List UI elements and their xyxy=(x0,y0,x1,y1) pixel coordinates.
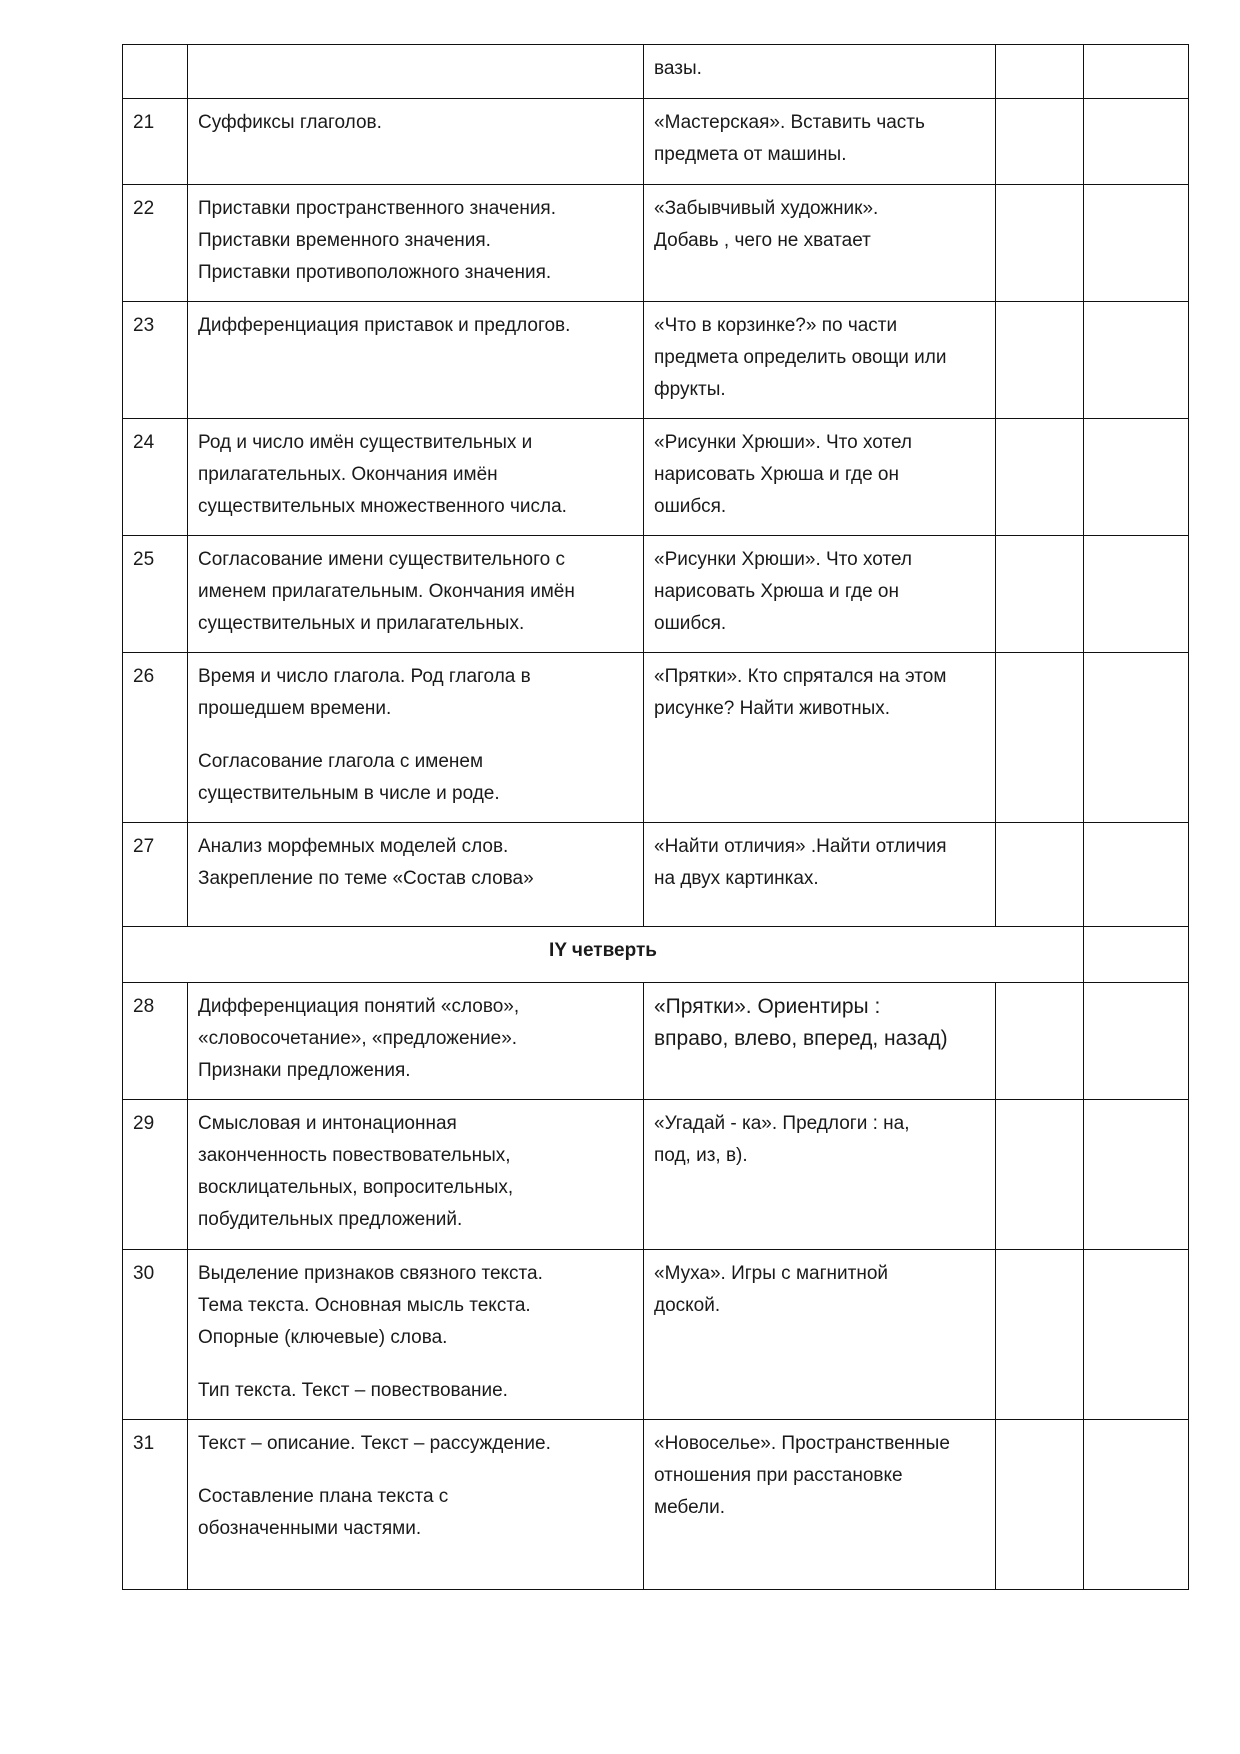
cell-line: именем прилагательным. Окончания имён xyxy=(198,581,575,602)
empty-cell xyxy=(1084,536,1189,653)
empty-cell xyxy=(1084,185,1189,302)
cell-line: «Угадай - ка». Предлоги : на, xyxy=(654,1113,910,1134)
empty-cell xyxy=(1084,653,1189,823)
quarter-heading: IY четверть xyxy=(123,927,1084,983)
empty-cell xyxy=(1084,1250,1189,1420)
lesson-game xyxy=(644,45,996,99)
cell-paragraph xyxy=(198,1375,633,1407)
empty-cell xyxy=(996,653,1084,823)
lesson-topic xyxy=(188,983,644,1100)
cell-line: ошибся. xyxy=(654,613,727,634)
lesson-number: 27 xyxy=(123,823,188,927)
cell-paragraph xyxy=(654,427,985,523)
cell-line: «Забывчивый художник». xyxy=(654,198,879,219)
empty-cell xyxy=(1084,45,1189,99)
cell-line: Составление плана текста с xyxy=(198,1486,449,1507)
empty-cell xyxy=(996,185,1084,302)
empty-cell xyxy=(996,302,1084,419)
cell-line: Дифференциация приставок и предлогов. xyxy=(198,315,571,336)
lesson-number: 21 xyxy=(123,99,188,185)
empty-cell xyxy=(1084,302,1189,419)
cell-line: Текст – описание. Текст – рассуждение. xyxy=(198,1433,551,1454)
cell-line: «Рисунки Хрюши». Что хотел xyxy=(654,549,912,570)
cell-line: Приставки противоположного значения. xyxy=(198,262,552,283)
cell-paragraph xyxy=(198,1428,633,1460)
cell-line: «Рисунки Хрюши». Что хотел xyxy=(654,432,912,453)
empty-cell xyxy=(1084,99,1189,185)
lesson-number: 30 xyxy=(123,1250,188,1420)
cell-paragraph xyxy=(654,1108,985,1172)
cell-line: Выделение признаков связного текста. xyxy=(198,1263,543,1284)
cell-line: Закрепление по теме «Состав слова» xyxy=(198,868,534,889)
cell-line: мебели. xyxy=(654,1497,725,1518)
lesson-game xyxy=(644,823,996,927)
lesson-game xyxy=(644,1100,996,1250)
cell-paragraph xyxy=(198,1108,633,1236)
empty-cell xyxy=(1084,1420,1189,1590)
cell-paragraph xyxy=(198,661,633,725)
table-row xyxy=(123,419,1189,536)
cell-line: «Прятки». Ориентиры : xyxy=(654,995,881,1018)
cell-line: Приставки временного значения. xyxy=(198,230,491,251)
empty-cell xyxy=(1084,983,1189,1100)
cell-line: Признаки предложения. xyxy=(198,1060,411,1081)
table-row xyxy=(123,185,1189,302)
empty-cell xyxy=(996,983,1084,1100)
cell-line: Смысловая и интонационная xyxy=(198,1113,457,1134)
empty-cell xyxy=(996,419,1084,536)
lesson-game xyxy=(644,302,996,419)
empty-cell xyxy=(1084,419,1189,536)
cell-line: отношения при расстановке xyxy=(654,1465,903,1486)
cell-paragraph xyxy=(654,107,985,171)
lesson-game xyxy=(644,185,996,302)
cell-line: на двух картинках. xyxy=(654,868,819,889)
cell-paragraph xyxy=(198,310,633,342)
table-row xyxy=(123,536,1189,653)
lesson-game xyxy=(644,653,996,823)
lesson-topic xyxy=(188,536,644,653)
cell-line: «Найти отличия» .Найти отличия xyxy=(654,836,947,857)
empty-cell xyxy=(1084,927,1189,983)
lesson-topic xyxy=(188,823,644,927)
cell-paragraph xyxy=(654,53,985,85)
cell-line: Опорные (ключевые) слова. xyxy=(198,1327,448,1348)
cell-line: Время и число глагола. Род глагола в xyxy=(198,666,531,687)
lesson-number: 29 xyxy=(123,1100,188,1250)
cell-paragraph xyxy=(198,544,633,640)
empty-cell xyxy=(996,99,1084,185)
cell-line: «Муха». Игры с магнитной xyxy=(654,1263,888,1284)
lesson-game xyxy=(644,1420,996,1590)
cell-paragraph xyxy=(198,107,633,139)
cell-paragraph xyxy=(198,193,633,289)
cell-paragraph xyxy=(654,661,985,725)
empty-cell xyxy=(996,1250,1084,1420)
cell-line: Суффиксы глаголов. xyxy=(198,112,382,133)
cell-line: Добавь , чего не хватает xyxy=(654,230,871,251)
cell-line: прилагательных. Окончания имён xyxy=(198,464,498,485)
empty-cell xyxy=(996,823,1084,927)
table-row xyxy=(123,1420,1189,1590)
lesson-number: 31 xyxy=(123,1420,188,1590)
lesson-topic xyxy=(188,99,644,185)
lesson-game xyxy=(644,1250,996,1420)
table-row xyxy=(123,823,1189,927)
cell-paragraph xyxy=(198,991,633,1087)
cell-line: «словосочетание», «предложение». xyxy=(198,1028,518,1049)
cell-line: законченность повествовательных, xyxy=(198,1145,511,1166)
cell-paragraph xyxy=(654,831,985,895)
cell-paragraph xyxy=(654,1428,985,1524)
cell-line: вазы. xyxy=(654,58,702,79)
lesson-topic xyxy=(188,1420,644,1590)
lesson-number: 24 xyxy=(123,419,188,536)
quarter-row xyxy=(123,927,1189,983)
cell-line: Приставки пространственного значения. xyxy=(198,198,556,219)
cell-paragraph xyxy=(198,831,633,895)
cell-paragraph xyxy=(654,193,985,257)
lesson-game xyxy=(644,983,996,1100)
lesson-game xyxy=(644,536,996,653)
lesson-number: 26 xyxy=(123,653,188,823)
cell-paragraph xyxy=(654,991,985,1055)
lesson-plan-table xyxy=(122,44,1189,1590)
table-row xyxy=(123,99,1189,185)
cell-line: Тема текста. Основная мысль текста. xyxy=(198,1295,531,1316)
table-body xyxy=(123,45,1189,1590)
empty-cell xyxy=(996,1420,1084,1590)
lesson-topic xyxy=(188,45,644,99)
table-row xyxy=(123,302,1189,419)
cell-line: ошибся. xyxy=(654,496,727,517)
cell-line: Анализ морфемных моделей слов. xyxy=(198,836,509,857)
lesson-topic xyxy=(188,1100,644,1250)
lesson-topic xyxy=(188,185,644,302)
cell-line: прошедшем времени. xyxy=(198,698,392,719)
cell-line: существительных множественного числа. xyxy=(198,496,567,517)
table-row xyxy=(123,1250,1189,1420)
table-row xyxy=(123,45,1189,99)
cell-line: рисунке? Найти животных. xyxy=(654,698,891,719)
cell-line: Согласование имени существительного с xyxy=(198,549,565,570)
lesson-number: 28 xyxy=(123,983,188,1100)
cell-line: Тип текста. Текст – повествование. xyxy=(198,1380,508,1401)
cell-line: нарисовать Хрюша и где он xyxy=(654,464,899,485)
cell-line: Согласование глагола с именем xyxy=(198,751,484,772)
lesson-game xyxy=(644,99,996,185)
empty-cell xyxy=(1084,823,1189,927)
empty-cell xyxy=(1084,1100,1189,1250)
cell-line: существительным в числе и роде. xyxy=(198,783,500,804)
cell-line: предмета от машины. xyxy=(654,144,847,165)
table-row xyxy=(123,653,1189,823)
lesson-topic xyxy=(188,653,644,823)
lesson-game xyxy=(644,419,996,536)
cell-line: «Мастерская». Вставить часть xyxy=(654,112,925,133)
cell-line: вправо, влево, вперед, назад) xyxy=(654,1027,948,1050)
cell-paragraph xyxy=(198,746,633,810)
lesson-number xyxy=(123,45,188,99)
cell-line: фрукты. xyxy=(654,379,726,400)
cell-paragraph xyxy=(198,427,633,523)
cell-line: существительных и прилагательных. xyxy=(198,613,525,634)
cell-paragraph xyxy=(654,310,985,406)
cell-paragraph xyxy=(654,544,985,640)
cell-line: Род и число имён существительных и xyxy=(198,432,533,453)
lesson-topic xyxy=(188,419,644,536)
cell-line: обозначенными частями. xyxy=(198,1518,422,1539)
cell-line: нарисовать Хрюша и где он xyxy=(654,581,899,602)
cell-line: побудительных предложений. xyxy=(198,1209,463,1230)
lesson-topic xyxy=(188,1250,644,1420)
cell-line: восклицательных, вопросительных, xyxy=(198,1177,514,1198)
lesson-topic xyxy=(188,302,644,419)
cell-paragraph xyxy=(198,1481,633,1545)
cell-line: «Прятки». Кто спрятался на этом xyxy=(654,666,947,687)
cell-line: «Новоселье». Пространственные xyxy=(654,1433,950,1454)
cell-line: предмета определить овощи или xyxy=(654,347,947,368)
lesson-number: 23 xyxy=(123,302,188,419)
cell-line: Дифференциация понятий «слово», xyxy=(198,996,520,1017)
cell-paragraph xyxy=(198,1258,633,1354)
table-row xyxy=(123,1100,1189,1250)
empty-cell xyxy=(996,1100,1084,1250)
empty-cell xyxy=(996,45,1084,99)
cell-line: «Что в корзинке?» по части xyxy=(654,315,898,336)
lesson-number: 22 xyxy=(123,185,188,302)
empty-cell xyxy=(996,536,1084,653)
cell-line: доской. xyxy=(654,1295,721,1316)
cell-line: под, из, в). xyxy=(654,1145,748,1166)
table-row xyxy=(123,983,1189,1100)
lesson-number: 25 xyxy=(123,536,188,653)
cell-paragraph xyxy=(654,1258,985,1322)
